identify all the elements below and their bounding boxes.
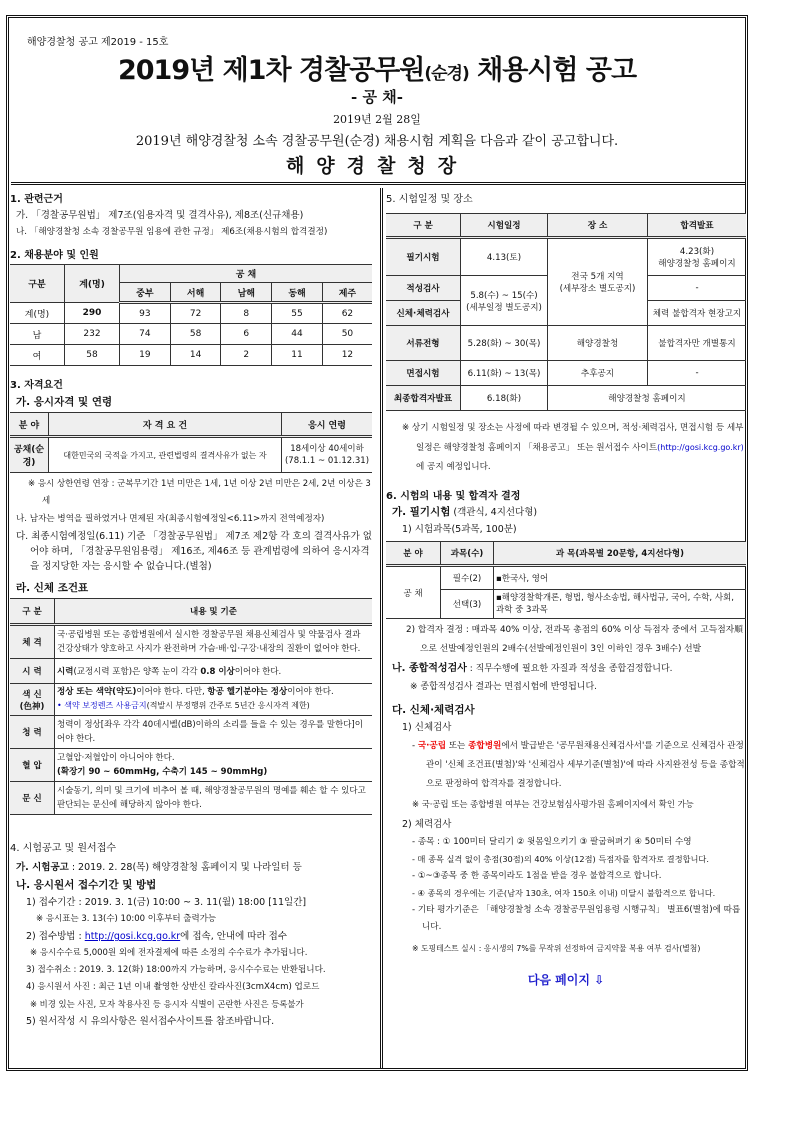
- bp-range: (확장기 90 ~ 60mmHg, 수축기 145 ~ 90mmHg): [57, 767, 268, 777]
- notice-date: 2019년 2월 28일: [333, 113, 421, 126]
- text: 이어야 한다. 다만,: [136, 687, 208, 697]
- cell: 74: [120, 324, 171, 345]
- text: 또는: [446, 741, 469, 751]
- row-text: 국·공립병원 또는 종합병원에서 실시한 경찰공무원 채용신체검사 및 약물검사 결과 건강상태가 양호하고 사지가 완전하며 가슴·배·입·구강·내장의 질환이 없어야 한다.: [55, 625, 373, 659]
- s3-na: 나. 남자는 병역을 필하였거나 면제된 자(최종시험예정일<6.11>까지 전역예정자): [16, 514, 325, 524]
- field-cell: 공채(순경): [10, 437, 49, 473]
- cell: 14: [170, 345, 221, 366]
- row-text: 시술동기, 의미 및 크기에 비추어 볼 때, 해양경찰공무원의 명예를 훼손 할 수 있다고 판단되는 문신에 해당하지 않아야 한다.: [55, 782, 373, 815]
- na-label: 나. 종합적성검사: [392, 663, 467, 674]
- subjects-cell: ▪한국사, 영어: [494, 566, 747, 590]
- table-row: [10, 625, 372, 659]
- field-cell: 공 채: [386, 566, 441, 619]
- section-5-heading: 5. 시험일정 및 장소: [386, 194, 473, 205]
- col-region: 중부: [120, 283, 171, 303]
- text: 에 접속, 안내에 따라 접수: [180, 931, 288, 942]
- col-requirements: 자 격 요 건: [49, 413, 282, 437]
- row-label: 혈 압: [10, 749, 55, 782]
- right-column: [380, 188, 746, 1068]
- intro-text: 2019년 해양경찰청 소속 경찰공무원(순경) 채용시험 계획을 다음과 같이 공고합니다.: [135, 134, 619, 149]
- col-place: 장 소: [548, 214, 648, 238]
- result-cell: -: [648, 361, 747, 386]
- s3-ra-heading: 라. 신체 조건표: [16, 582, 89, 594]
- birth-range: (78.1.1 ~ 01.12.31): [284, 456, 370, 466]
- result-cell: 체력 불합격자 현장고지: [648, 301, 747, 326]
- cell: 50: [322, 324, 372, 345]
- red-text: 국·공립: [417, 741, 447, 751]
- col-subjects: 과 목(과목별 20문항, 4지선다형): [494, 542, 747, 566]
- place-cell: 해양경찰청 홈페이지: [548, 386, 747, 411]
- s4-item: 3) 접수취소 : 2019. 3. 12(화) 18:00까지 가능하며, 응시수수료는 반환됩니다.: [26, 965, 326, 975]
- cell: 93: [120, 303, 171, 324]
- body-check-note: ※ 국·공립 또는 종합병원 여부는 건강보험심사평가원 홈페이지에서 확인 가능: [412, 799, 694, 809]
- notice-header: [9, 18, 745, 182]
- row-label: 여: [10, 345, 65, 366]
- text: 에 공지 예정입니다.: [416, 462, 491, 472]
- type-cell: 선택(3): [441, 590, 494, 619]
- subjects-cell: ▪해양경찰학개론, 형법, 형사소송법, 해사법규, 국어, 수학, 사회, 과학 중 3과목: [494, 590, 747, 619]
- result-cell: -: [648, 276, 747, 301]
- row-label: 신체·체력검사: [386, 301, 461, 326]
- section-2-heading: 2. 채용분야 및 인원: [10, 250, 99, 261]
- s4-ga: [16, 860, 372, 875]
- s4-item: 5) 원서작성 시 유의사항은 원서접수사이트를 참조바랍니다.: [26, 1016, 275, 1027]
- row-label: 색 신 (色神): [10, 684, 55, 716]
- bold-text: 시력: [57, 667, 74, 677]
- dash: -: [412, 741, 418, 751]
- row-label: 문 신: [10, 782, 55, 815]
- bold-text: 항공 헬기분야는 정상: [207, 687, 288, 697]
- table-row: [10, 324, 372, 345]
- notice-number: 해양경찰청 공고 제2019 - 15호: [27, 37, 169, 48]
- s4-item: [26, 929, 372, 944]
- cell: 2: [221, 345, 272, 366]
- signature: 해양경찰청장: [285, 155, 469, 177]
- row-label: 시 력: [10, 659, 55, 684]
- cell: 19: [120, 345, 171, 366]
- text: 이어야 한다.: [287, 687, 334, 697]
- row-text: [55, 749, 373, 782]
- table-row: [386, 590, 746, 619]
- place-cell: 추후공지: [548, 361, 648, 386]
- text: (교정시력 포함)은 양쪽 눈이 각각: [73, 667, 201, 677]
- qualification-table: [10, 412, 372, 473]
- na-text: : 직무수행에 필요한 자질과 적성을 종합검정합니다.: [466, 664, 673, 674]
- fitness-item: - 종목 : ① 100미터 달리기 ② 윗몸일으키기 ③ 팔굽혀펴기 ④ 50미터 수영: [412, 837, 692, 847]
- cell: 62: [322, 303, 372, 324]
- row-label: 최종합격자발표: [386, 386, 461, 411]
- row-total: 232: [65, 324, 120, 345]
- col-region: 동해: [272, 283, 323, 303]
- text: 에서 발급받은 '공무원채용신체검사서'를 기준으로 신체검사 관정관이 '신체 조건표(별첨)'와 '신체검사 세부기준(별첨)'에 따라 사지완전성 등을 종합적으로 판정하여 합격자를 결정합니다.: [426, 741, 745, 789]
- row-label: 면접시험: [386, 361, 461, 386]
- title-part-a: 2019년 제1차 경찰공무원: [117, 55, 425, 86]
- col-date: 시험일정: [461, 214, 548, 238]
- table-row: [10, 749, 372, 782]
- result-cell: 불합격자만 개별통지: [648, 326, 747, 361]
- s3-ga-heading: 가. 응시자격 및 연령: [16, 396, 113, 408]
- cell: 12: [322, 345, 372, 366]
- ga-text: : 2019. 2. 28(목) 해양경찰청 홈페이지 및 나라일터 등: [68, 862, 302, 873]
- col-field: 분 야: [386, 542, 441, 566]
- table-row: [10, 345, 372, 366]
- table-row: [386, 361, 746, 386]
- section-1-heading: 1. 관련근거: [10, 194, 63, 205]
- s1-item: 가. 「경찰공무원법」 제7조(임용자격 및 결격사유), 제8조(신규채용): [16, 210, 304, 221]
- col-age: 응시 연령: [282, 413, 373, 437]
- col-result: 합격발표: [648, 214, 747, 238]
- s6-ga: [392, 505, 746, 520]
- schedule-table: [386, 213, 746, 411]
- s4-item: 4) 응시원서 사진 : 최근 1년 이내 촬영한 상반신 칼라사진(3cmX4cm) 업로드: [26, 982, 320, 992]
- subjects-table: [386, 541, 746, 619]
- text: (적발시 부정행위 간주로 5년간 응시자격 제한): [146, 701, 310, 710]
- body-condition-table: [10, 598, 372, 815]
- gosi-link[interactable]: (http://gosi.kcg.go.kr): [657, 443, 744, 452]
- cell: 11: [272, 345, 323, 366]
- section-4-heading: 4. 시험공고 및 원서접수: [10, 843, 117, 854]
- col-group: 공 채: [120, 265, 373, 283]
- text: 고혈압·저혈압이 아니어야 한다.: [57, 753, 175, 763]
- bold-text: 정상 또는 색약(약도): [57, 687, 137, 697]
- body-check-title: 1) 신체검사: [402, 722, 452, 733]
- recruit-table: [10, 264, 372, 366]
- s4-item: 1) 접수기간 : 2019. 3. 1(금) 10:00 ~ 3. 11(월) 18:00 [11일간]: [26, 897, 307, 908]
- text: ※ 상기 시험일정 및 장소는 사정에 따라 변경될 수 있으며, 적성·체력검사, 면접시험 등 세부일정은 해양경찰청 홈페이지 「채용공고」 또는 원서접수 사이트: [402, 423, 744, 453]
- ga-text: (객관식, 4지선다형): [450, 507, 538, 518]
- date-cell: 4.13(토): [461, 238, 548, 276]
- row-text: [55, 684, 373, 716]
- table-row: [386, 238, 746, 276]
- place-cell: 전국 5개 지역 (세부장소 별도공지): [548, 238, 648, 326]
- cell: 44: [272, 324, 323, 345]
- table-row: [10, 716, 372, 749]
- s6-na: [392, 661, 746, 677]
- cell: 6: [221, 324, 272, 345]
- s6-da-heading: 다. 신체·체력검사: [392, 704, 475, 716]
- col-gubun: 구 분: [386, 214, 461, 238]
- ga-label: 가. 시험공고: [16, 862, 69, 873]
- fitness-item: - 매 종목 실격 없이 총점(30점)의 40% 이상(12점) 득점자를 합격자로 결정합니다.: [412, 854, 709, 864]
- table-row: [10, 303, 372, 324]
- age-cell: [282, 437, 373, 473]
- subjects-title: 1) 시험과목(5과목, 100분): [402, 524, 517, 535]
- col-field: 분 야: [10, 413, 49, 437]
- table-row: [386, 566, 746, 590]
- cell: 55: [272, 303, 323, 324]
- col-region: 서해: [170, 283, 221, 303]
- date-cell: 5.28(화) ~ 30(목): [461, 326, 548, 361]
- date-cell: 6.18(화): [461, 386, 548, 411]
- s4-item: ※ 응시수수료 5,000원 외에 전자결제에 따른 소정의 수수료가 추가됩니다.: [30, 948, 308, 958]
- row-label: 서류전형: [386, 326, 461, 361]
- row-total: 290: [65, 303, 120, 324]
- s4-na-heading: 나. 응시원서 접수기간 및 방법: [16, 879, 157, 891]
- fitness-title: 2) 체력검사: [402, 819, 452, 830]
- next-page-link[interactable]: 다음 페이지 ⇩: [527, 973, 605, 987]
- row-label: 필기시험: [386, 238, 461, 276]
- row-label: 적성검사: [386, 276, 461, 301]
- red-text: 종합병원: [468, 741, 502, 751]
- table-row: [10, 684, 372, 716]
- doping-note: ※ 도핑테스트 실시 : 응시생의 7%를 무작위 선정하여 금지약물 복용 여부 검사(별첨): [412, 944, 701, 953]
- cell: 58: [170, 324, 221, 345]
- req-cell: 대한민국의 국적을 가지고, 관련법령의 결격사유가 없는 자: [49, 437, 282, 473]
- text: 이어야 한다.: [234, 667, 282, 677]
- s4-item: ※ 비경 있는 사진, 모자 착용사진 등 응시자 식별이 곤란한 사진은 등록불가: [30, 999, 304, 1009]
- date-cell: 6.11(화) ~ 13(목): [461, 361, 548, 386]
- row-label: 청 력: [10, 716, 55, 749]
- row-label: 체 격: [10, 625, 55, 659]
- col-gubun: 구분: [10, 265, 65, 303]
- page-title: [9, 48, 745, 87]
- table-row: [10, 782, 372, 815]
- table-row: [386, 386, 746, 411]
- result-cell: 4.23(화) 해양경찰청 홈페이지: [648, 238, 747, 276]
- table-row: [386, 326, 746, 361]
- age-note: ※ 응시 상한연령 연장 : 군복무기간 1년 미만은 1세, 1년 이상 2년 미만은 2세, 2년 이상은 3세: [28, 479, 371, 506]
- table-row: [10, 659, 372, 684]
- row-text: [55, 659, 373, 684]
- row-total: 58: [65, 345, 120, 366]
- text: 2) 접수방법 :: [26, 931, 85, 942]
- gosi-link[interactable]: http://gosi.kcg.go.kr: [84, 931, 181, 942]
- left-column: [10, 188, 372, 1031]
- na-note: ※ 종합적성검사 결과는 면접시험에 반영됩니다.: [410, 682, 598, 692]
- cell: 72: [170, 303, 221, 324]
- col-gubun: 구 분: [10, 599, 55, 625]
- age-range: 18세이상 40세이하: [290, 444, 364, 454]
- row-label: 남: [10, 324, 65, 345]
- section-3-heading: 3. 자격요건: [10, 380, 63, 391]
- header-divider: [11, 182, 745, 185]
- title-part-b: 채용시험 공고: [468, 55, 637, 86]
- table-row: [10, 437, 372, 473]
- subtitle: - 공 채-: [351, 88, 403, 106]
- col-region: 제주: [322, 283, 372, 303]
- col-region: 남해: [221, 283, 272, 303]
- body-check-text: [412, 737, 746, 794]
- lens-ban-text: • 색약 보정렌즈 사용금지: [57, 701, 147, 710]
- col-total: 계(명): [65, 265, 120, 303]
- schedule-note: [404, 419, 746, 477]
- col-criteria: 내용 및 기준: [55, 599, 373, 625]
- s3-da: 다. 최종시험예정일(6.11) 기준 「경찰공무원법」 제7조 제2항 각 호의 결격사유가 없어야 하며, 「경찰공무원임용령」 제16조, 제46조 등 관계법령에 의하여 응시자격을 정지당한 자는 응시할 수 없습니다.(별첨): [16, 531, 372, 572]
- s1-item: 나. 「해양경찰청 소속 경찰공무원 임용에 관한 규정」 제6조(채용시험의 합격결정): [16, 227, 328, 237]
- fitness-item: - ①~③종목 중 한 종목이라도 1점을 받을 경우 불합격으로 합니다.: [412, 871, 662, 881]
- col-type: 과목(수): [441, 542, 494, 566]
- bold-text: 0.8 이상: [200, 667, 235, 677]
- pass-rule: 2) 합격자 결정 : 매과목 40% 이상, 전과목 총점의 60% 이상 득점자 중에서 고득점자順으로 선발예정인원의 2배수(선발예정인원이 3인 이하인 경우 3배수) 선발: [406, 625, 743, 654]
- type-cell: 필수(2): [441, 566, 494, 590]
- s4-item: ※ 응시표는 3. 13(수) 10:00 이후부터 출력가능: [36, 914, 217, 924]
- row-label: 계(명): [10, 303, 65, 324]
- fitness-item: - 기타 평가기준은 「해양경찰청 소속 경찰공무원임용령 시행규칙」 별표6(별첨)에 따릅니다.: [412, 905, 741, 932]
- fitness-item: - ④ 종목의 경우에는 기준(남자 130초, 여자 150초 이내) 미달시 불합격으로 합니다.: [412, 888, 716, 898]
- title-part-small: (순경): [424, 64, 469, 84]
- date-cell: 5.8(수) ~ 15(수) (세부일정 별도공지): [461, 276, 548, 326]
- cell: 8: [221, 303, 272, 324]
- row-text: 청력이 정상[좌우 각각 40데시벨(dB)이하의 소리를 들을 수 있는 경우를 말한다]이어야 한다.: [55, 716, 373, 749]
- section-6-heading: 6. 시험의 내용 및 합격자 결정: [386, 491, 521, 502]
- place-cell: 해양경찰청: [548, 326, 648, 361]
- ga-label: 가. 필기시험: [392, 506, 451, 518]
